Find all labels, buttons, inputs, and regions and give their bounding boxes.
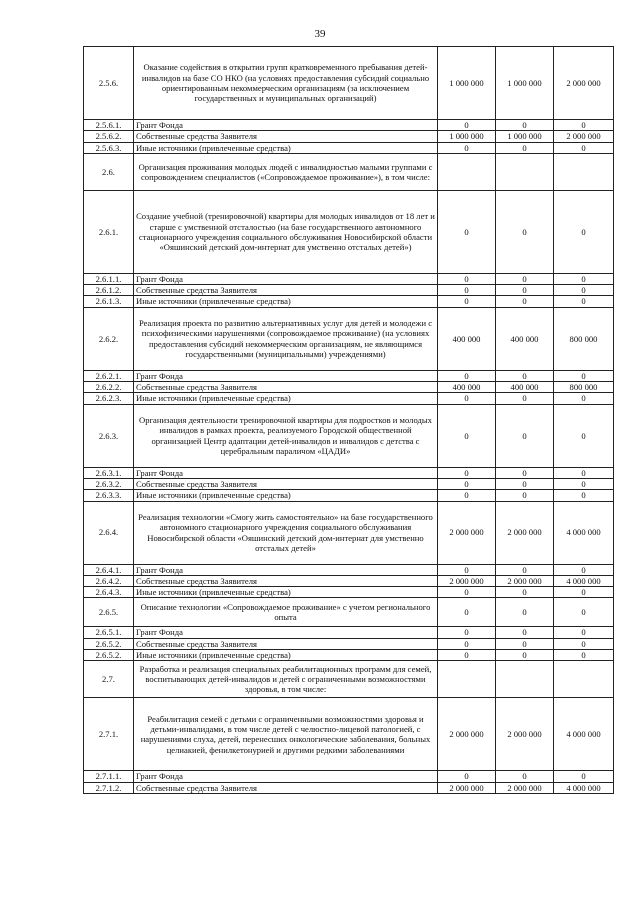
amount-col1-cell: 0: [438, 190, 496, 273]
table-row: [84, 142, 614, 153]
amount-col2-cell: 0: [496, 478, 554, 489]
item-number-cell: 2.5.6.2.: [84, 131, 134, 142]
budget-table-body: [84, 47, 614, 794]
item-number-cell: 2.6.: [84, 153, 134, 190]
amount-col1-cell: 0: [438, 273, 496, 284]
amount-col2-cell: 0: [496, 638, 554, 649]
amount-col3-cell: 0: [554, 638, 614, 649]
item-number-cell: 2.6.3.3.: [84, 490, 134, 501]
item-number-cell: 2.6.2.3.: [84, 393, 134, 404]
amount-col1-cell: 0: [438, 296, 496, 307]
amount-col1-cell: 0: [438, 638, 496, 649]
amount-col1-cell: 2 000 000: [438, 698, 496, 771]
amount-col1-cell: 0: [438, 404, 496, 467]
amount-col2-cell: 1 000 000: [496, 47, 554, 120]
item-number-cell: 2.6.1.1.: [84, 273, 134, 284]
amount-col3-cell: 0: [554, 285, 614, 296]
amount-col3-cell: 0: [554, 370, 614, 381]
amount-col3-cell: 0: [554, 598, 614, 627]
amount-col1-cell: 0: [438, 587, 496, 598]
amount-col2-cell: 0: [496, 587, 554, 598]
table-row: [84, 307, 614, 370]
amount-col3-cell: 800 000: [554, 307, 614, 370]
item-number-cell: 2.6.1.3.: [84, 296, 134, 307]
amount-col1-cell: 0: [438, 285, 496, 296]
amount-col2-cell: 400 000: [496, 307, 554, 370]
amount-col3-cell: 0: [554, 142, 614, 153]
table-row: [84, 47, 614, 120]
amount-col3-cell: 4 000 000: [554, 782, 614, 793]
amount-col3-cell: 4 000 000: [554, 698, 614, 771]
item-description-cell: Собственные средства Заявителя: [134, 285, 438, 296]
amount-col1-cell: 0: [438, 370, 496, 381]
table-row: [84, 296, 614, 307]
amount-col3-cell: 0: [554, 587, 614, 598]
table-row: [84, 650, 614, 661]
item-description-cell: Организация проживания молодых людей с инвалидностью малыми группами с сопровождением специалистов («Сопровождаемое проживание»), в том числе:: [134, 153, 438, 190]
item-description-cell: Иные источники (привлеченные средства): [134, 587, 438, 598]
item-number-cell: 2.6.1.2.: [84, 285, 134, 296]
item-number-cell: 2.6.3.: [84, 404, 134, 467]
amount-col2-cell: 400 000: [496, 382, 554, 393]
amount-col2-cell: 0: [496, 490, 554, 501]
item-description-cell: Собственные средства Заявителя: [134, 575, 438, 586]
item-number-cell: 2.6.4.1.: [84, 564, 134, 575]
amount-col3-cell: 0: [554, 296, 614, 307]
amount-col2-cell: 2 000 000: [496, 575, 554, 586]
item-description-cell: Грант Фонда: [134, 273, 438, 284]
table-row: [84, 638, 614, 649]
amount-col3-cell: 0: [554, 478, 614, 489]
item-description-cell: Собственные средства Заявителя: [134, 382, 438, 393]
table-row: [84, 153, 614, 190]
amount-col2-cell: 0: [496, 598, 554, 627]
table-row: [84, 771, 614, 782]
table-row: [84, 393, 614, 404]
item-description-cell: Реабилитация семей с детьми с ограниченными возможностями здоровья и детьми-инвалидами, в том числе детей с челюстно-лицевой патологией, с нарушениями слуха, детей, перенесших онкологические заболевания, больных целиакией, фенилкетонурией и другими редкими заболеваниями: [134, 698, 438, 771]
amount-col3-cell: 4 000 000: [554, 575, 614, 586]
amount-col2-cell: 0: [496, 564, 554, 575]
table-row: [84, 575, 614, 586]
item-description-cell: Организация деятельности тренировочной квартиры для подростков и молодых инвалидов в рамках проекта, реализуемого Городской общественной организацией Центр адаптации детей-инвалидов и инвалидов с детства с церебральным параличом «ЦАДИ»: [134, 404, 438, 467]
amount-col2-cell: [496, 661, 554, 698]
item-description-cell: Грант Фонда: [134, 467, 438, 478]
item-number-cell: 2.6.5.1.: [84, 627, 134, 638]
item-description-cell: Оказание содействия в открытии групп кратковременного пребывания детей-инвалидов на базе СО НКО (на условиях предоставления субсидий социально ориентированным некоммерческим организациям (за исключением государственных и муниципальных организаций): [134, 47, 438, 120]
item-description-cell: Реализация технологии «Смогу жить самостоятельно» на базе государственного автономного стационарного учреждения социального обслуживания Новосибирской области «Ояшинский детский дом-интернат для умственно отсталых детей»: [134, 501, 438, 564]
amount-col2-cell: 0: [496, 285, 554, 296]
amount-col3-cell: 0: [554, 120, 614, 131]
amount-col3-cell: 0: [554, 627, 614, 638]
amount-col1-cell: 0: [438, 478, 496, 489]
amount-col1-cell: 2 000 000: [438, 575, 496, 586]
item-description-cell: Иные источники (привлеченные средства): [134, 296, 438, 307]
item-number-cell: 2.6.2.2.: [84, 382, 134, 393]
amount-col3-cell: 0: [554, 564, 614, 575]
item-description-cell: Разработка и реализация специальных реабилитационных программ для семей, воспитывающих детей-инвалидов и детей с ограниченными возможностями здоровья, в том числе:: [134, 661, 438, 698]
amount-col2-cell: 0: [496, 273, 554, 284]
table-row: [84, 587, 614, 598]
amount-col1-cell: 0: [438, 627, 496, 638]
amount-col3-cell: 0: [554, 393, 614, 404]
amount-col1-cell: 1 000 000: [438, 47, 496, 120]
amount-col2-cell: 0: [496, 142, 554, 153]
amount-col2-cell: 0: [496, 771, 554, 782]
amount-col2-cell: 0: [496, 627, 554, 638]
page-number: 39: [314, 28, 326, 40]
table-row: [84, 490, 614, 501]
amount-col3-cell: 0: [554, 273, 614, 284]
amount-col3-cell: 0: [554, 190, 614, 273]
item-description-cell: Иные источники (привлеченные средства): [134, 650, 438, 661]
item-description-cell: Грант Фонда: [134, 564, 438, 575]
amount-col3-cell: 800 000: [554, 382, 614, 393]
table-row: [84, 564, 614, 575]
table-row: [84, 501, 614, 564]
amount-col1-cell: 400 000: [438, 382, 496, 393]
item-number-cell: 2.7.: [84, 661, 134, 698]
table-row: [84, 190, 614, 273]
item-number-cell: 2.5.6.1.: [84, 120, 134, 131]
item-description-cell: Грант Фонда: [134, 627, 438, 638]
amount-col2-cell: 0: [496, 404, 554, 467]
amount-col3-cell: 0: [554, 467, 614, 478]
item-number-cell: 2.6.3.2.: [84, 478, 134, 489]
item-description-cell: Иные источники (привлеченные средства): [134, 490, 438, 501]
item-description-cell: Реализация проекта по развитию альтернативных услуг для детей и молодежи с психофизическими нарушениями (сопровождаемое проживание) (на условиях предоставления субсидий некоммерческим организациям, не являющимся государственными (муниципальными) учреждениями): [134, 307, 438, 370]
amount-col1-cell: 0: [438, 771, 496, 782]
amount-col1-cell: 400 000: [438, 307, 496, 370]
amount-col1-cell: 1 000 000: [438, 131, 496, 142]
item-number-cell: 2.6.1.: [84, 190, 134, 273]
item-description-cell: Грант Фонда: [134, 120, 438, 131]
item-number-cell: 2.6.5.: [84, 598, 134, 627]
table-row: [84, 698, 614, 771]
item-description-cell: Грант Фонда: [134, 370, 438, 381]
amount-col2-cell: 0: [496, 370, 554, 381]
table-row: [84, 285, 614, 296]
item-description-cell: Иные источники (привлеченные средства): [134, 142, 438, 153]
table-row: [84, 131, 614, 142]
item-number-cell: 2.7.1.: [84, 698, 134, 771]
amount-col3-cell: 0: [554, 490, 614, 501]
amount-col1-cell: 0: [438, 598, 496, 627]
amount-col1-cell: [438, 153, 496, 190]
item-number-cell: 2.6.4.: [84, 501, 134, 564]
item-number-cell: 2.7.1.2.: [84, 782, 134, 793]
item-number-cell: 2.5.6.: [84, 47, 134, 120]
item-number-cell: 2.6.4.2.: [84, 575, 134, 586]
table-row: [84, 627, 614, 638]
amount-col2-cell: 2 000 000: [496, 501, 554, 564]
amount-col2-cell: [496, 153, 554, 190]
amount-col3-cell: 0: [554, 650, 614, 661]
table-row: [84, 598, 614, 627]
amount-col3-cell: [554, 661, 614, 698]
budget-table: [83, 46, 614, 794]
amount-col3-cell: 0: [554, 771, 614, 782]
amount-col3-cell: 0: [554, 404, 614, 467]
amount-col2-cell: 0: [496, 393, 554, 404]
item-description-cell: Собственные средства Заявителя: [134, 638, 438, 649]
table-row: [84, 661, 614, 698]
amount-col1-cell: [438, 661, 496, 698]
item-number-cell: 2.7.1.1.: [84, 771, 134, 782]
amount-col3-cell: 2 000 000: [554, 47, 614, 120]
item-number-cell: 2.6.5.2.: [84, 638, 134, 649]
amount-col1-cell: 0: [438, 120, 496, 131]
amount-col3-cell: 4 000 000: [554, 501, 614, 564]
table-row: [84, 782, 614, 793]
amount-col1-cell: 0: [438, 564, 496, 575]
amount-col2-cell: 0: [496, 120, 554, 131]
amount-col3-cell: [554, 153, 614, 190]
item-description-cell: Создание учебной (тренировочной) квартиры для молодых инвалидов от 18 лет и старше с умственной отсталостью (на базе государственного автономного стационарного учреждения социального обслуживания Новосибирской области «Ояшинский детский дом-интернат для умственно отсталых детей»): [134, 190, 438, 273]
item-description-cell: Описание технологии «Сопровождаемое проживание» с учетом регионального опыта: [134, 598, 438, 627]
amount-col3-cell: 2 000 000: [554, 131, 614, 142]
table-row: [84, 370, 614, 381]
amount-col1-cell: 0: [438, 650, 496, 661]
table-row: [84, 404, 614, 467]
amount-col2-cell: 0: [496, 650, 554, 661]
table-row: [84, 467, 614, 478]
item-number-cell: 2.6.4.3.: [84, 587, 134, 598]
item-description-cell: Грант Фонда: [134, 771, 438, 782]
item-description-cell: Собственные средства Заявителя: [134, 131, 438, 142]
amount-col2-cell: 1 000 000: [496, 131, 554, 142]
item-number-cell: 2.5.6.3.: [84, 142, 134, 153]
amount-col1-cell: 0: [438, 142, 496, 153]
table-row: [84, 478, 614, 489]
item-description-cell: Собственные средства Заявителя: [134, 478, 438, 489]
amount-col2-cell: 0: [496, 296, 554, 307]
item-number-cell: 2.6.2.: [84, 307, 134, 370]
item-description-cell: Иные источники (привлеченные средства): [134, 393, 438, 404]
amount-col1-cell: 0: [438, 467, 496, 478]
amount-col2-cell: 2 000 000: [496, 782, 554, 793]
amount-col1-cell: 2 000 000: [438, 501, 496, 564]
amount-col2-cell: 0: [496, 467, 554, 478]
amount-col1-cell: 0: [438, 490, 496, 501]
item-number-cell: 2.6.5.2.: [84, 650, 134, 661]
amount-col1-cell: 2 000 000: [438, 782, 496, 793]
amount-col2-cell: 2 000 000: [496, 698, 554, 771]
table-row: [84, 273, 614, 284]
amount-col2-cell: 0: [496, 190, 554, 273]
table-row: [84, 120, 614, 131]
item-number-cell: 2.6.2.1.: [84, 370, 134, 381]
table-row: [84, 382, 614, 393]
item-number-cell: 2.6.3.1.: [84, 467, 134, 478]
amount-col1-cell: 0: [438, 393, 496, 404]
item-description-cell: Собственные средства Заявителя: [134, 782, 438, 793]
